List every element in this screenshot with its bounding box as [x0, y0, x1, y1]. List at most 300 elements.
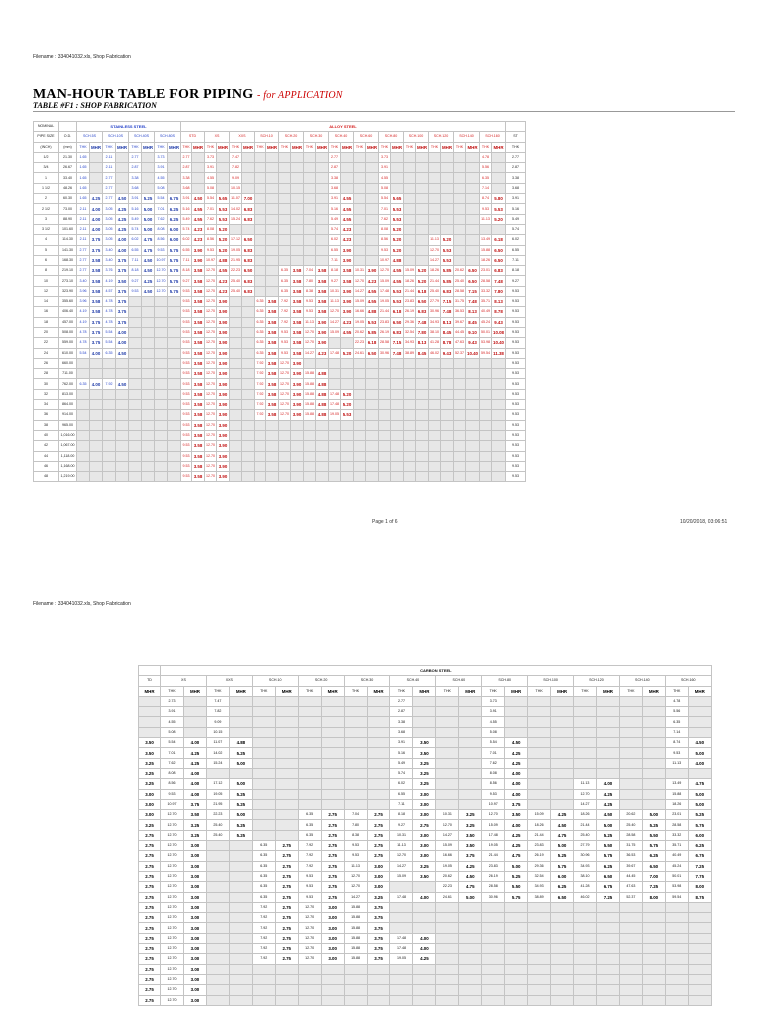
- mhr-value: 5.53: [492, 204, 506, 214]
- thk-value: [255, 472, 266, 482]
- thk-value: [298, 779, 321, 789]
- filename-label-page2: Filename : 334041032.xls, Shop Fabrication: [33, 601, 131, 607]
- thk-value: 9.53: [129, 286, 142, 296]
- mhr-value: 3.90: [217, 461, 230, 471]
- column-header-row: [34, 142, 526, 152]
- thk-value: 12.70: [390, 851, 413, 861]
- thk-value: 53.98: [480, 338, 492, 348]
- thk-value: [436, 717, 459, 727]
- mhr-value: 5.20: [217, 224, 230, 234]
- mhr-value: [413, 727, 436, 737]
- thk-value: [354, 410, 366, 420]
- table-row: [139, 913, 712, 923]
- mhr-value: [316, 194, 329, 204]
- thk-value: 7.62: [482, 758, 505, 768]
- thk-value: 12.70: [205, 461, 217, 471]
- thk-value: [230, 451, 242, 461]
- mhr-value: [551, 717, 574, 727]
- mhr-value: [466, 214, 480, 224]
- table-row: [34, 194, 526, 204]
- thk-value: [206, 985, 229, 995]
- thk-value: 27.79: [574, 841, 597, 851]
- mhr-value: [341, 369, 354, 379]
- thk-value: 6.35: [252, 851, 275, 861]
- mhr-value: [642, 738, 665, 748]
- mhr-value: 5.20: [391, 235, 404, 245]
- mhr-value: 3.58: [266, 297, 279, 307]
- thk-value: [129, 307, 142, 317]
- outside-diameter: 21.30: [59, 152, 77, 162]
- mhr-value: 6.75: [168, 194, 181, 204]
- thk-value: [252, 717, 275, 727]
- mhr-value: 3.00: [184, 933, 207, 943]
- thk-value: 3.91: [155, 163, 168, 173]
- thk-value: 9.53: [506, 451, 526, 461]
- thk-value: [206, 944, 229, 954]
- mhr-value: [321, 985, 344, 995]
- mhr-value: 3.25: [459, 810, 482, 820]
- mhr-value: 2.75: [139, 841, 161, 851]
- mhr-value: [391, 472, 404, 482]
- thk-value: [429, 204, 441, 214]
- thk-value: [429, 410, 441, 420]
- thk-value: 6.35: [480, 173, 492, 183]
- thk-value: 10.97: [379, 255, 391, 265]
- table-row: [139, 851, 712, 861]
- mhr-value: [688, 717, 711, 727]
- mhr-value: [168, 430, 181, 440]
- mhr-value: 4.00: [184, 738, 207, 748]
- mhr-value: 5.25: [142, 194, 155, 204]
- mhr-value: 5.25: [229, 748, 252, 758]
- thk-value: [298, 985, 321, 995]
- thk-value: 6.02: [329, 235, 341, 245]
- nominal-size: 5: [34, 245, 59, 255]
- mhr-value: [142, 307, 155, 317]
- mhr-value: 5.53: [341, 410, 354, 420]
- mhr-value: 6.83: [242, 286, 255, 296]
- thk-value: 12.70: [161, 964, 184, 974]
- schedule-header: XS: [161, 676, 207, 686]
- thk-value: [230, 317, 242, 327]
- schedule-header: SCH.5S: [77, 132, 103, 142]
- mhr-value: 5.00: [551, 841, 574, 851]
- thk-value: [574, 974, 597, 984]
- mhr-value: [266, 183, 279, 193]
- thk-value: 4.55: [379, 173, 391, 183]
- nominal-size: 4: [34, 235, 59, 245]
- thk-value: 12.70: [279, 379, 291, 389]
- mhr-value: 4.75: [505, 851, 528, 861]
- mhr-value: 3.00: [184, 944, 207, 954]
- mhr-value: [391, 410, 404, 420]
- thk-value: [619, 779, 642, 789]
- mhr-value: 3.75: [116, 286, 129, 296]
- mhr-value: [441, 410, 454, 420]
- nominal-size: 3 1/2: [34, 224, 59, 234]
- thk-value: [619, 789, 642, 799]
- thk-value: [574, 758, 597, 768]
- thk-value: 10.15: [206, 727, 229, 737]
- thk-value: 26.19: [379, 327, 391, 337]
- mhr-value: 3.90: [316, 338, 329, 348]
- nominal-size: 6: [34, 255, 59, 265]
- thk-value: 9.27: [129, 276, 142, 286]
- thk-value: 26.19: [404, 307, 416, 317]
- thk-value: [354, 152, 366, 162]
- thk-value: [480, 461, 492, 471]
- thk-value: 12.70: [205, 451, 217, 461]
- thk-value: [528, 902, 551, 912]
- thk-value: [619, 923, 642, 933]
- mhr-value: [551, 748, 574, 758]
- thk-value: 11.07: [206, 738, 229, 748]
- thk-value: [255, 461, 266, 471]
- thk-value: 9.53: [379, 245, 391, 255]
- thk-value: [329, 461, 341, 471]
- mhr-value: [116, 451, 129, 461]
- thk-value: [528, 944, 551, 954]
- mhr-value: [391, 163, 404, 173]
- mhr-value: [90, 461, 103, 471]
- thk-value: 32.54: [404, 327, 416, 337]
- nominal-size: 42: [34, 441, 59, 451]
- thk-value: [279, 451, 291, 461]
- thk-value: 12.70: [354, 276, 366, 286]
- thk-value: 30.96: [574, 851, 597, 861]
- schedule-header: SCH.40S: [129, 132, 155, 142]
- thk-value: [103, 441, 116, 451]
- thk-value: [482, 902, 505, 912]
- schedule-header: SCH.80S: [155, 132, 181, 142]
- thk-value: 5.16: [181, 204, 192, 214]
- mhr-value: 3.58: [266, 358, 279, 368]
- outside-diameter: 813.00: [59, 389, 77, 399]
- mhr-value: [492, 163, 506, 173]
- thk-value: 21.44: [574, 820, 597, 830]
- thk-value: 16.66: [354, 307, 366, 317]
- thk-value: [404, 369, 416, 379]
- thk-value: [404, 451, 416, 461]
- mhr-value: 4.00: [184, 768, 207, 778]
- mhr-value: 3.90: [341, 297, 354, 307]
- mhr-value: 5.53: [217, 204, 230, 214]
- mhr-value: [642, 707, 665, 717]
- thk-value: 4.19: [77, 317, 90, 327]
- thk-value: 30.96: [379, 348, 391, 358]
- mhr-value: [642, 954, 665, 964]
- thk-value: 3.96: [77, 286, 90, 296]
- mhr-value: [642, 995, 665, 1005]
- thk-value: 5.56: [665, 707, 688, 717]
- mhr-value: [116, 400, 129, 410]
- thk-value: 12.70: [304, 338, 316, 348]
- mhr-value: 5.65: [391, 194, 404, 204]
- mhr-value: [367, 779, 390, 789]
- thk-value: [574, 923, 597, 933]
- thk-value: [574, 748, 597, 758]
- mhr-value: 7.48: [492, 276, 506, 286]
- mhr-value: 3.58: [266, 389, 279, 399]
- thk-value: 9.53: [506, 410, 526, 420]
- mhr-value: 9.43: [441, 348, 454, 358]
- mhr-value: 4.88: [316, 369, 329, 379]
- thk-value: [279, 224, 291, 234]
- mhr-value: [466, 255, 480, 265]
- mhr-value: 3.90: [341, 307, 354, 317]
- mhr-value: 3.25: [184, 820, 207, 830]
- thk-value: [298, 738, 321, 748]
- mhr-value: 2.75: [275, 923, 298, 933]
- mhr-value: 2.75: [321, 810, 344, 820]
- nominal-size: 8: [34, 266, 59, 276]
- mhr-value: [90, 183, 103, 193]
- mhr-value: 4.50: [142, 255, 155, 265]
- nominal-size: 48: [34, 472, 59, 482]
- mhr-value: [459, 748, 482, 758]
- thk-value: [206, 974, 229, 984]
- mhr-value: [168, 327, 181, 337]
- mhr-header: MHR: [505, 686, 528, 696]
- mhr-value: 4.50: [142, 286, 155, 296]
- schedule-header: SCH.120: [574, 676, 620, 686]
- manhour-table-page1: [33, 121, 526, 482]
- thk-value: [404, 163, 416, 173]
- mhr-value: [266, 276, 279, 286]
- mhr-value: 3.75: [90, 317, 103, 327]
- thk-value: 2.77: [103, 183, 116, 193]
- thk-value: 9.53: [181, 307, 192, 317]
- mhr-value: 6.50: [551, 892, 574, 902]
- thk-value: 1.65: [77, 152, 90, 162]
- mhr-value: [291, 430, 304, 440]
- mhr-value: 6.50: [597, 871, 620, 881]
- thk-value: 9.27: [390, 820, 413, 830]
- mhr-value: [366, 163, 379, 173]
- mhr-value: 7.00: [242, 194, 255, 204]
- schedule-header: SCH.60: [354, 132, 379, 142]
- mhr-value: 3.58: [192, 451, 205, 461]
- thk-value: 11.13: [329, 297, 341, 307]
- thk-value: 3.96: [77, 297, 90, 307]
- thk-value: 4.78: [480, 152, 492, 162]
- thk-header: THK: [404, 142, 416, 152]
- mhr-value: 3.58: [266, 317, 279, 327]
- thk-value: [255, 420, 266, 430]
- thk-value: 8.08: [155, 224, 168, 234]
- thk-value: [252, 738, 275, 748]
- thk-value: [528, 985, 551, 995]
- thk-value: 12.70: [205, 266, 217, 276]
- nominal-size: 10: [34, 276, 59, 286]
- thk-value: 8.18: [329, 266, 341, 276]
- mhr-value: [391, 379, 404, 389]
- thk-value: 7.11: [181, 255, 192, 265]
- thk-value: 12.70: [298, 923, 321, 933]
- mhr-value: 2.75: [139, 923, 161, 933]
- title-main: MAN-HOUR TABLE FOR PIPING: [33, 87, 254, 102]
- mhr-value: 2.75: [139, 892, 161, 902]
- table-row: [34, 235, 526, 245]
- mhr-value: [275, 707, 298, 717]
- mhr-value: [366, 183, 379, 193]
- thk-value: 15.24: [230, 214, 242, 224]
- thk-value: [454, 461, 466, 471]
- mhr-value: 5.50: [505, 882, 528, 892]
- mhr-value: 4.25: [597, 799, 620, 809]
- mhr-value: [366, 369, 379, 379]
- mhr-value: [266, 255, 279, 265]
- thk-value: [344, 789, 367, 799]
- mhr-value: 2.75: [139, 933, 161, 943]
- thk-value: [390, 913, 413, 923]
- header-inch: (INCH): [34, 142, 59, 152]
- thk-value: 3.05: [103, 204, 116, 214]
- thk-value: [103, 400, 116, 410]
- mhr-value: [505, 913, 528, 923]
- thk-value: [436, 748, 459, 758]
- mhr-value: [341, 358, 354, 368]
- mhr-value: 8.78: [492, 307, 506, 317]
- mhr-value: 3.25: [184, 830, 207, 840]
- thk-value: [354, 204, 366, 214]
- mhr-value: [341, 451, 354, 461]
- mhr-value: [366, 245, 379, 255]
- mhr-value: 3.90: [341, 245, 354, 255]
- thk-header: THK: [103, 142, 116, 152]
- thk-value: [304, 461, 316, 471]
- thk-value: 20.62: [354, 327, 366, 337]
- thk-value: 14.02: [230, 204, 242, 214]
- thk-value: 38.10: [429, 327, 441, 337]
- thk-header: THK: [205, 142, 217, 152]
- mhr-value: [391, 461, 404, 471]
- mhr-value: 5.20: [341, 348, 354, 358]
- mhr-value: [242, 369, 255, 379]
- thk-value: [77, 430, 90, 440]
- thk-value: [255, 183, 266, 193]
- mhr-value: [229, 974, 252, 984]
- mhr-value: 3.75: [116, 317, 129, 327]
- thk-value: [404, 389, 416, 399]
- thk-value: [390, 964, 413, 974]
- mhr-value: 4.25: [116, 214, 129, 224]
- mhr-value: 3.58: [192, 358, 205, 368]
- thk-value: 6.35: [255, 327, 266, 337]
- thk-value: 5.16: [390, 748, 413, 758]
- mhr-value: 3.90: [291, 358, 304, 368]
- thk-value: 2.11: [77, 235, 90, 245]
- thk-value: [528, 923, 551, 933]
- mhr-value: 2.75: [275, 944, 298, 954]
- mhr-value: [597, 913, 620, 923]
- mhr-value: [291, 461, 304, 471]
- mhr-value: 3.00: [413, 830, 436, 840]
- thk-value: [344, 727, 367, 737]
- thk-value: 15.88: [344, 954, 367, 964]
- thk-value: 8.18: [506, 266, 526, 276]
- thk-value: 3.91: [129, 194, 142, 204]
- outside-diameter: 1,219.00: [59, 472, 77, 482]
- thk-value: 7.62: [155, 214, 168, 224]
- mhr-value: [551, 985, 574, 995]
- thk-value: 14.02: [206, 748, 229, 758]
- thk-header: THK: [454, 142, 466, 152]
- mhr-value: [321, 717, 344, 727]
- mhr-value: [466, 235, 480, 245]
- thk-value: [528, 913, 551, 923]
- mhr-value: 3.75: [367, 923, 390, 933]
- table-row: [139, 923, 712, 933]
- mhr-value: [441, 204, 454, 214]
- thk-value: 9.53: [279, 338, 291, 348]
- mhr-value: [266, 152, 279, 162]
- thk-value: [298, 995, 321, 1005]
- mhr-value: 2.75: [275, 851, 298, 861]
- mhr-value: 3.90: [217, 441, 230, 451]
- thk-value: [252, 758, 275, 768]
- thk-value: 3.91: [205, 163, 217, 173]
- thk-value: 14.27: [574, 799, 597, 809]
- thk-value: [155, 420, 168, 430]
- thk-value: [436, 707, 459, 717]
- mhr-value: [688, 727, 711, 737]
- mhr-value: [291, 194, 304, 204]
- thk-value: [129, 297, 142, 307]
- thk-value: 31.75: [454, 297, 466, 307]
- mhr-value: [275, 789, 298, 799]
- thk-header: THK: [528, 686, 551, 696]
- thk-value: 7.62: [379, 214, 391, 224]
- thk-value: 10.31: [354, 266, 366, 276]
- mhr-value: [459, 717, 482, 727]
- mhr-value: [551, 974, 574, 984]
- mhr-value: [266, 194, 279, 204]
- thk-value: 50.01: [480, 327, 492, 337]
- thk-value: [379, 461, 391, 471]
- mhr-value: 3.00: [184, 985, 207, 995]
- mhr-value: [275, 974, 298, 984]
- table-row: [139, 892, 712, 902]
- mhr-value: 4.55: [366, 286, 379, 296]
- mhr-value: 8.00: [642, 892, 665, 902]
- thk-header: THK: [436, 686, 459, 696]
- thk-value: [304, 420, 316, 430]
- mhr-value: [688, 964, 711, 974]
- thk-value: 16.66: [436, 851, 459, 861]
- thk-value: [77, 420, 90, 430]
- mhr-value: 5.53: [391, 297, 404, 307]
- mhr-value: [321, 799, 344, 809]
- thk-value: [574, 954, 597, 964]
- thk-value: 6.35: [255, 348, 266, 358]
- thk-value: 13.49: [665, 779, 688, 789]
- schedule-header: SCH.20: [279, 132, 304, 142]
- mhr-value: 3.00: [413, 799, 436, 809]
- thk-value: [354, 224, 366, 234]
- thk-value: [230, 327, 242, 337]
- thk-value: [436, 933, 459, 943]
- thk-value: 12.70: [205, 369, 217, 379]
- mhr-value: 3.58: [192, 430, 205, 440]
- thk-value: 41.28: [574, 882, 597, 892]
- table-row: [34, 327, 526, 337]
- mhr-value: 8.00: [688, 882, 711, 892]
- thk-value: 35.71: [665, 841, 688, 851]
- thk-value: [429, 472, 441, 482]
- mhr-value: [367, 964, 390, 974]
- mhr-value: 4.25: [90, 194, 103, 204]
